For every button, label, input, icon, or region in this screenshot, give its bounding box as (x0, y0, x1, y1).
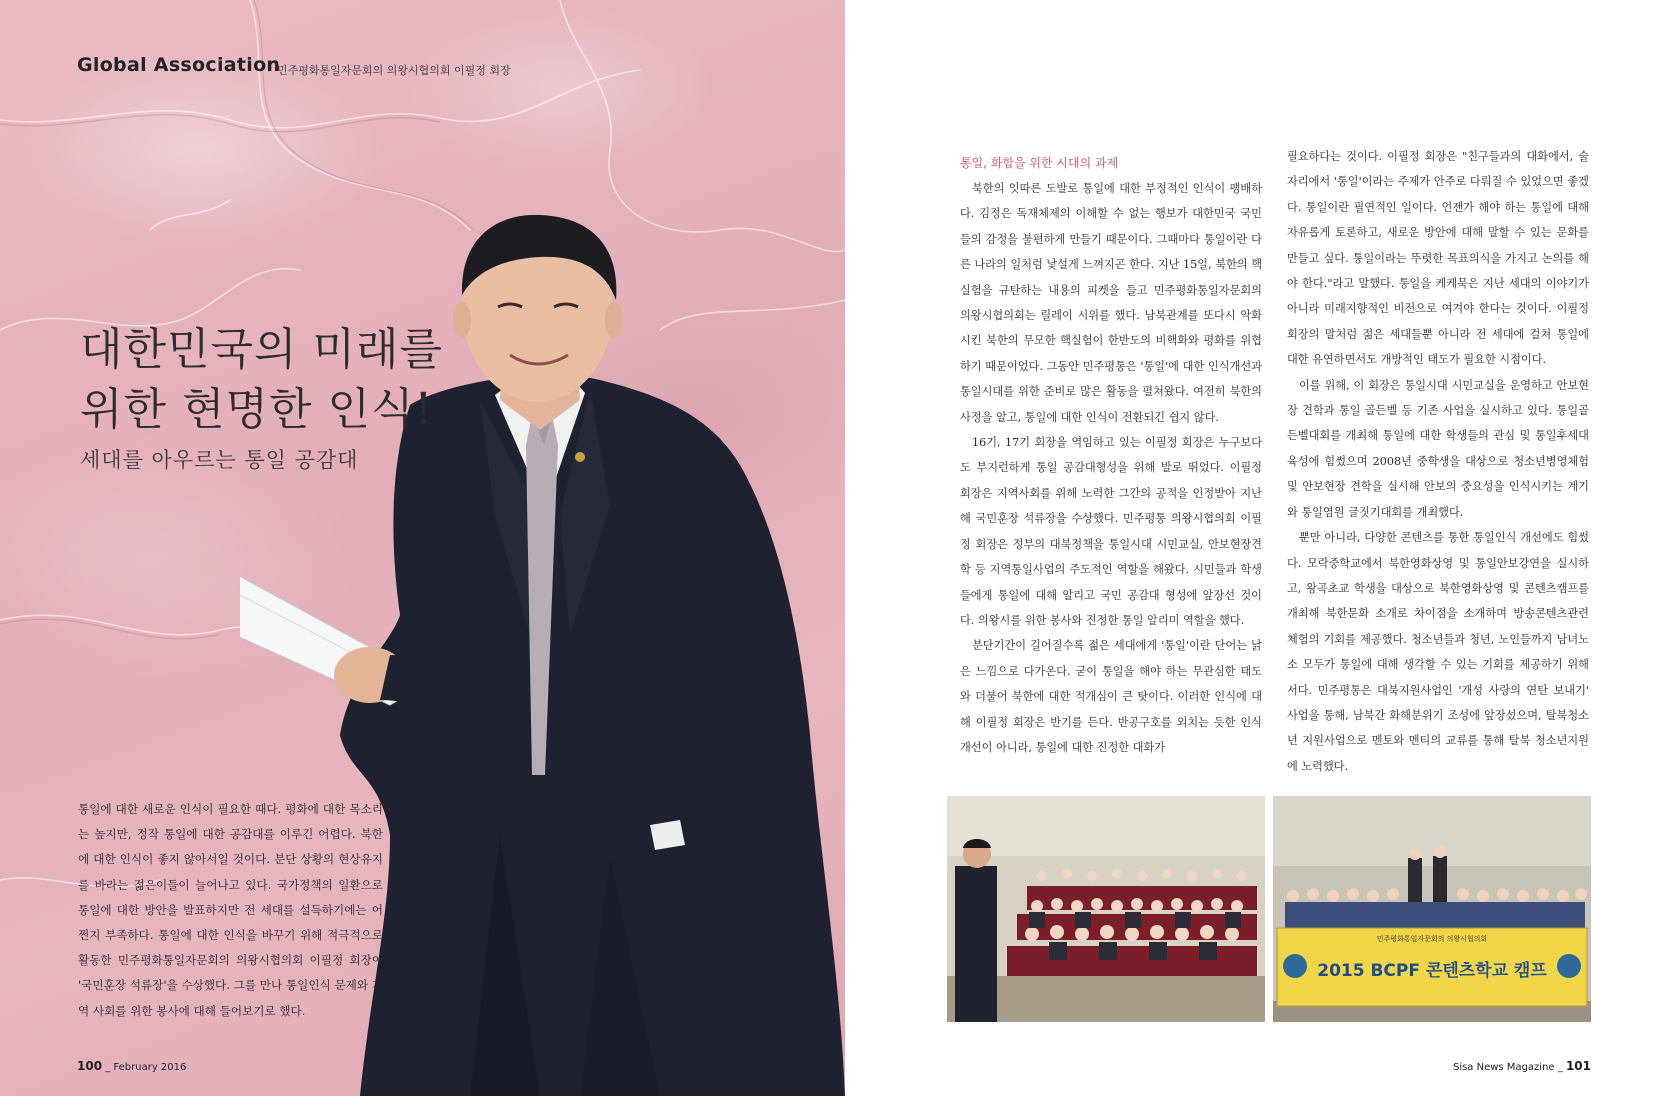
lecture-photo (947, 796, 1265, 1022)
lead-paragraph: 통일에 대한 새로운 인식이 필요한 때다. 평화에 대한 목소리는 높지만, 정작 통일에 대한 공감대를 이루긴 어렵다. 북한에 대한 인식이 좋지 않아서일 것이다. 분단 상황의 현상유지를 바라는 젊은이들이 늘어나고 있다. 국가정책의 일환으로 통일에 대한 방안을 발표하지만 전 세대를 설득하기에는 어쩐지 부족하다. 통일에 대한 인식을 바꾸기 위해 적극적으로 활동한 민주평화통일자문회의 의왕시협의회 이필정 회장이 '국민훈장 석류장'을 수상했다. 그를 만나 통일인식 문제와 지역 사회를 위한 봉사에 대해 들어보기로 했다. (78, 802, 383, 1018)
article-column-1 (960, 152, 1262, 760)
article-paragraph: 북한의 잇따른 도발로 통일에 대한 부정적인 인식이 팽배하다. 김정은 독재체제의 이해할 수 없는 행보가 대한민국 국민들의 감정을 불편하게 만들기 때문이다. 그때마다 통일이란 다른 나라의 일처럼 낯설게 느껴지곤 한다. 지난 15일, 북한의 핵실험을 규탄하는 내용의 피켓을 들고 민주평화통일자문회의 의왕시협의회는 릴레이 시위를 했다. 남북관계를 또다시 악화시킨 북한의 무모한 핵실험이 한반도의 비핵화와 평화를 위협하기 때문이었다. 그동안 민주평통은 '통일'에 대한 인식개선과 통일시대를 위한 준비로 많은 활동을 펼쳐왔다. 여전히 북한의 사정을 알고, 통일에 대한 인식이 전환되긴 쉽지 않다. (960, 182, 1262, 424)
headline-line-1: 대한민국의 미래를 (80, 324, 444, 375)
article-paragraph: 분단기간이 길어질수록 젊은 세대에게 '통일'이란 단어는 낡은 느낌으로 다가온다. 굳이 통일을 해야 하는 무관심한 태도와 더불어 북한에 대한 적개심이 큰 탓이다. 이러한 인식에 대해 이필정 회장은 반기를 든다. 반공구호를 외치는 듯한 인식개선이 아니라, 통일에 대한 진정한 대화가 (960, 639, 1262, 754)
headline (80, 320, 443, 440)
section-subtitle: 민주평화통일자문회의 의왕시협의회 이필정 회장 (277, 64, 511, 77)
banner-top-text: 민주평화통일자문회의 의왕시협의회 (1376, 935, 1488, 943)
right-page (845, 0, 1663, 1096)
page-folio-left (77, 1059, 186, 1073)
article-column-2 (1287, 144, 1589, 779)
page-number-left: 100 (77, 1059, 103, 1073)
page-number-right: 101 (1565, 1059, 1591, 1073)
article-paragraph: 뿐만 아니라, 다양한 콘텐츠를 통한 통일인식 개선에도 힘썼다. 모락중학교에서 북한영화상영 및 통일안보강연을 실시하고, 왕곡초교 학생을 대상으로 북한영화상영 및 콘텐츠캠프를 개최해 북한문화 소개로 차이점을 소개하며 방송콘텐츠관련 체험의 기회를 제공했다. 청소년들과 청년, 노인들까지 남녀노소 모두가 통일에 대해 생각할 수 있는 기회를 제공하기 위해서다. 민주평통은 대북지원사업인 '개성 사랑의 연탄 보내기' 사업을 통해, 남북간 화해분위기 조성에 앞장섰으며, 탈북청소년 지원사업으로 멘토와 멘티의 교류를 통해 탈북 청소년지원에 노력했다. (1287, 531, 1589, 773)
subheadline: 세대를 아우르는 통일 공감대 (80, 448, 359, 472)
article-paragraph: 16기, 17기 회장을 역임하고 있는 이필정 회장은 누구보다도 부지런하게 통일 공감대형성을 위해 발로 뛰었다. 이필정 회장은 지역사회를 위해 노력한 그간의 공적을 인정받아 지난해 국민훈장 석류장을 수상했다. 민주평통 의왕시협의회 이필정 회장은 정부의 대북정책을 통일시대 시민교실, 안보현장견학 등 지역통일사업의 주도적인 역할을 해왔다. 시민들과 학생들에게 통일에 대해 알리고 국민 공감대 형성에 앞장선 것이다. 의왕시를 위한 봉사와 진정한 통일 알리미 역할을 했다. (960, 436, 1262, 627)
banner-main-text: 2015 BCPF 콘텐츠학교 캠프 (1317, 961, 1547, 981)
article-paragraph: 이를 위해, 이 회장은 통일시대 시민교실을 운영하고 안보현장 견학과 통일 골든벨 등 기존 사업을 실시하고 있다. 통일골든벨대회를 개최해 통일에 대한 학생들의 관심 및 통일후세대 육성에 힘썼으며 2008년 중학생을 대상으로 청소년병영체험 및 안보현장 견학을 실시해 안보의 중요성을 인식시키는 계기와 통일염원 글짓기대회를 개최했다. (1287, 378, 1589, 519)
page-folio-right (1453, 1059, 1591, 1073)
article-subheading: 통일, 화합을 위한 시대의 과제 (960, 156, 1119, 170)
headline-line-2: 위한 현명한 인식! (80, 384, 434, 435)
article-paragraph: 필요하다는 것이다. 이필정 회장은 "친구들과의 대화에서, 술자리에서 '통일'이라는 주제가 안주로 다뤄질 수 있었으면 좋겠다. 통일이란 필연적인 일이다. 언젠가 해야 하는 통일에 대해 자유롭게 토론하고, 새로운 방안에 대해 말할 수 있는 문화를 만들고 싶다. 통일이라는 뚜렷한 목표의식을 가지고 논의를 해야 한다."라고 말했다. 통일을 케케묵은 지난 세대의 이야기가 아니라 미래지향적인 비전으로 여겨야 한다는 것이다. 이필정 회장의 말처럼 젊은 세대들뿐 아니라 전 세대에 걸쳐 통일에 대한 유연하면서도 개방적인 태도가 필요한 시점이다. (1287, 150, 1589, 367)
folio-magazine: Sisa News Magazine _ (1452, 1062, 1563, 1073)
section-tag: Global Association (77, 54, 281, 76)
folio-issue: _ February 2016 (105, 1062, 187, 1073)
camp-group-photo (1273, 796, 1591, 1022)
